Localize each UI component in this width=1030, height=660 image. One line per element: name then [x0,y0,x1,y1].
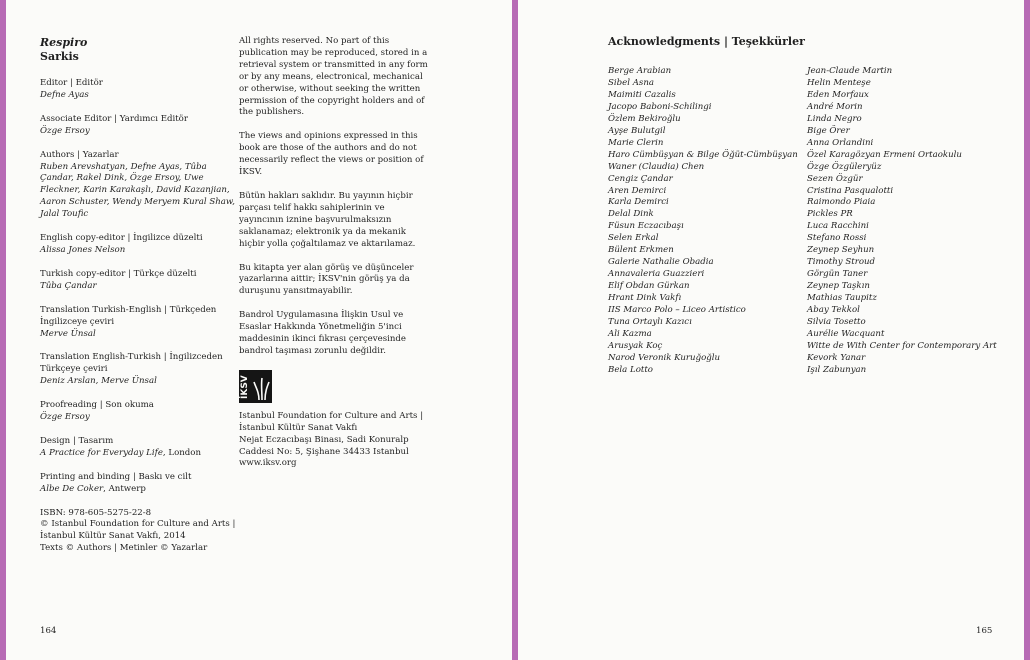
credit-role: Editor | Editör [40,78,103,88]
copyright-line: © Istanbul Foundation for Culture and Arts | [40,519,236,530]
acknowledged-name: Stefano Rossi [807,233,867,244]
iksv-logo [239,370,272,403]
credit-names: Defne Ayas [40,89,89,100]
acknowledged-name: Hrant Dink Vakfı [608,293,682,304]
address-line: Caddesi No: 5, Şişhane 34433 Istanbul [239,446,409,457]
acknowledged-name: Waner (Claudia) Chen [608,161,705,172]
acknowledged-name: Selen Erkal [608,233,659,244]
credit-role: Turkish copy-editor | Türkçe düzelti [40,268,197,279]
views-paragraph-tr: Bu kitapta yer alan görüş ve düşünceler yazarlarına aittir; İKSV'nin görüş ya da duruşunu yansıtmayabilir. [239,262,414,297]
address-line: Istanbul Foundation for Culture and Arts | [239,410,424,421]
book-subtitle: Sarkis [40,50,79,63]
acknowledged-name: Tuna Ortaylı Kazıcı [608,317,692,328]
design-location: , London [162,447,201,458]
design-credit [40,436,240,460]
acknowledged-name: Karla Demirci [608,197,669,208]
acknowledged-name: Haro Cümbüşyan & Bilge Öğüt-Cümbüşyan [608,149,798,160]
credit-role: Associate Editor | Yardımcı Editör [40,113,188,124]
acknowledged-name: Cengiz Çandar [608,173,673,184]
acknowledged-name: Abay Tekkol [807,305,860,316]
acknowledged-name: Füsun Eczacıbaşı [608,221,684,232]
acknowledged-name: Arusyak Koç [608,340,663,351]
website-link[interactable]: www.iksv.org [239,458,297,469]
credit-names: Ruben Arevshatyan, Defne Ayas, Tûba Çandar, Rakel Dink, Özge Ersoy, Uwe Fleckner, Karin Karakaşlı, David Kazanjian, Aaron Schuster, Wendy Meryem Kural Shaw, Jalal Toufic [40,161,235,220]
acknowledged-name: IIS Marco Polo – Liceo Artistico [608,305,746,316]
acknowledged-name: Marie Clerin [608,137,664,148]
isbn-block [40,508,240,556]
design-name: A Practice for Everyday Life [40,447,163,458]
logo-text: İKSV [240,375,250,399]
credit-names: Deniz Arslan, Merve Ünsal [40,376,157,387]
acknowledged-name: Jean-Claude Martin [807,66,893,76]
credit-role: Translation English-Turkish | İngilizceden Türkçeye çeviri [40,352,223,375]
rights-paragraph: All rights reserved. No part of this publication may be reproduced, stored in a retrieval system or transmitted in any form or by any means, electronical, mechanical or otherwise, without seeking the written permission of the copyright holders and of the publishers. [239,36,428,118]
views-paragraph: The views and opinions expressed in this book are those of the authors and do not necessarily reflect the views or position of İKSV. [239,131,424,178]
credit-names: Merve Ünsal [40,328,96,339]
acknowledged-name: Cristina Pasqualotti [807,185,894,196]
acknowledged-name: Işıl Zabunyan [807,364,867,375]
bandrol-paragraph: Bandrol Uygulamasına İlişkin Usul ve Esaslar Hakkında Yönetmeliğin 5'inci maddesinin ikinci fıkrası çerçevesinde bandrol taşıması zorunlu değildir. [239,310,406,356]
acknowledgments-column-2 [807,66,1017,377]
credit-role: Proofreading | Son okuma [40,400,154,411]
credits-list [40,78,240,424]
page-number-right: 165 [976,626,993,636]
acknowledged-name: Linda Negro [807,113,862,124]
acknowledged-name: Delal Dink [608,209,654,220]
acknowledged-name: Witte de With Center for Contemporary Art [807,340,997,351]
credit-block [40,352,240,388]
credit-role: Authors | Yazarlar [40,149,119,160]
printing-location: , Antwerp [103,483,146,494]
credit-names: Alissa Jones Nelson [40,244,126,255]
acknowledged-name: Bela Lotto [608,364,653,375]
acknowledged-name: Timothy Stroud [807,257,876,268]
texts-copyright-line: Texts © Authors | Metinler © Yazarlar [40,543,208,554]
acknowledged-name: Annavaleria Guazzieri [608,269,705,280]
design-value [40,448,240,460]
credit-block [40,305,240,341]
acknowledged-name: Görgün Taner [807,269,868,280]
credit-block [40,269,240,293]
credit-names: Özge Ersoy [40,125,90,136]
printing-role: Printing and binding | Baskı ve cilt [40,471,192,482]
colophon-credits [40,36,240,555]
page-number-left: 164 [40,626,57,636]
acknowledged-name: Mathias Taupitz [807,293,877,304]
acknowledged-name: Özge Özgüleryüz [807,161,882,172]
acknowledged-name: Sibel Asna [608,77,654,88]
acknowledged-name: Zeynep Taşkın [807,281,870,292]
acknowledged-name: Pickles PR [807,209,853,220]
acknowledged-name: Ali Kazma [608,328,652,339]
credit-block [40,233,240,257]
acknowledged-name: Narod Veronik Kuruğoğlu [608,352,721,363]
acknowledged-name: Eden Morfaux [807,89,869,100]
acknowledged-name: Aurélie Wacquant [807,328,885,339]
isbn-line: ISBN: 978-605-5275-22-8 [40,507,152,518]
credit-names: Özge Ersoy [40,412,90,423]
credit-block [40,78,240,102]
acknowledgments-column-1 [608,66,803,377]
acknowledged-name: Luca Racchini [807,221,869,232]
design-role: Design | Tasarım [40,435,114,446]
acknowledged-name: Maimiti Cazalis [608,89,676,100]
acknowledgments-heading: Acknowledgments | Teşekkürler [608,35,805,48]
acknowledged-name: Özel Karagözyan Ermeni Ortaokulu [807,149,962,160]
acknowledged-name: Raimondo Piaia [807,197,876,208]
credit-block [40,150,240,221]
acknowledged-name: Bülent Erkmen [608,245,674,256]
credit-block [40,114,240,138]
printing-name: Albe De Coker [40,483,104,494]
book-title: Respiro [40,36,88,49]
credit-names: Tûba Çandar [40,280,97,291]
acknowledged-name: André Morin [807,101,863,112]
acknowledged-name: Galerie Nathalie Obadia [608,257,714,268]
acknowledged-name: Özlem Bekiroğlu [608,113,681,124]
acknowledged-name: Berge Arabian [608,66,672,76]
address-line: Nejat Eczacıbaşı Binası, Sadi Konuralp [239,434,409,445]
acknowledged-name: Ayşe Bulutgil [608,125,666,136]
credit-role: English copy-editor | İngilizce düzelti [40,233,203,244]
printing-value [40,484,240,496]
acknowledged-name: Zeynep Seyhun [807,245,875,256]
acknowledged-name: Helin Menteşe [807,77,871,88]
printing-credit [40,472,240,496]
credit-block [40,400,240,424]
copyright-line-tr: İstanbul Kültür Sanat Vakfı, 2014 [40,531,186,542]
acknowledged-name: Elif Obdan Gürkan [608,281,690,292]
left-page [6,0,512,660]
acknowledged-name: Bige Örer [807,125,850,136]
acknowledged-name: Aren Demirci [608,185,667,196]
rights-column [239,36,429,470]
right-page [518,0,1024,660]
acknowledged-name: Kevork Yanar [807,352,866,363]
acknowledged-name: Anna Orlandini [807,137,874,148]
credit-role: Translation Turkish-English | Türkçeden İngilizceye çeviri [40,304,217,327]
acknowledged-name: Jacopo Baboni-Schilingi [608,101,712,112]
publisher-address [239,411,429,471]
rights-paragraph-tr: Bütün hakları saklıdır. Bu yayının hiçbir parçası telif hakkı sahiplerinin ve yayıncının iznine başvurulmaksızın saklanamaz; elektronik ya da mekanik hiçbir yolla çoğaltılamaz ve aktarılamaz. [239,190,416,249]
address-line: İstanbul Kültür Sanat Vakfı [239,422,358,433]
acknowledged-name: Sezen Özgür [807,173,863,184]
acknowledged-name: Silvia Tosetto [807,317,866,328]
